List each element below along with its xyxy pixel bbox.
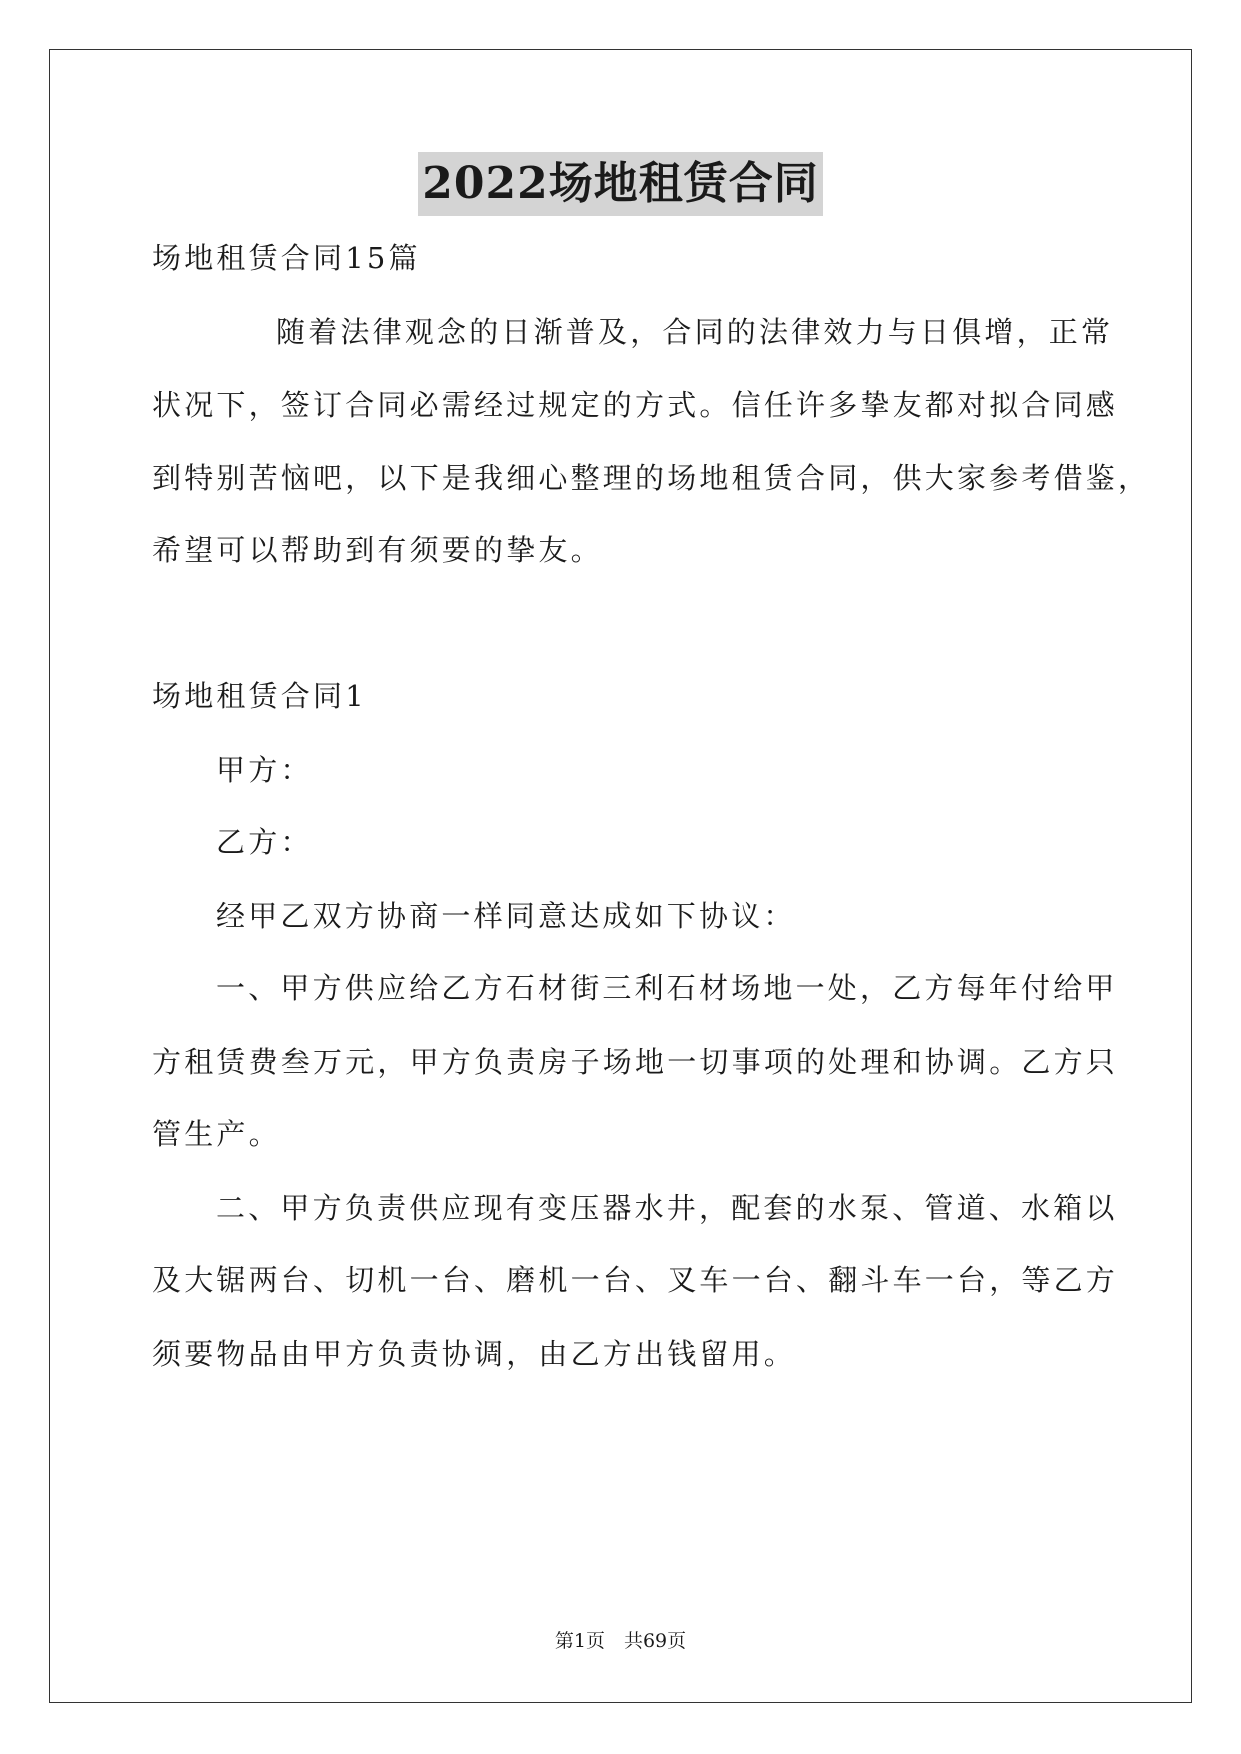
clause-2-line-2: 及大锯两台、切机一台、磨机一台、叉车一台、翻斗车一台，等乙方 <box>152 1263 1119 1297</box>
intro-line-2: 状况下，签订合同必需经过规定的方式。信任许多挚友都对拟合同感 <box>152 388 1119 422</box>
clause-1-line-2: 方租赁费叁万元，甲方负责房子场地一切事项的处理和协调。乙方只 <box>152 1045 1119 1079</box>
party-b-label: 乙方： <box>216 825 313 859</box>
section-heading: 场地租赁合同1 <box>152 679 367 713</box>
page-border <box>49 49 1192 1703</box>
title-container <box>0 152 1241 216</box>
intro-line-4: 希望可以帮助到有须要的挚友。 <box>152 533 603 567</box>
clause-2-line-1: 二、甲方负责供应现有变压器水井，配套的水泵、管道、水箱以 <box>216 1191 1118 1225</box>
page-number: 第1页 共69页 <box>554 1630 687 1652</box>
party-a-label: 甲方： <box>216 753 313 787</box>
clause-2-line-3: 须要物品由甲方负责协调，由乙方出钱留用。 <box>152 1337 797 1371</box>
page-footer <box>0 1628 1241 1654</box>
document-subtitle: 场地租赁合同15篇 <box>152 241 421 275</box>
intro-line-1: 随着法律观念的日渐普及，合同的法律效力与日俱增，正常 <box>276 315 1114 349</box>
clause-1-line-1: 一、甲方供应给乙方石材街三利石材场地一处，乙方每年付给甲 <box>216 971 1118 1005</box>
intro-line-3: 到特别苦恼吧，以下是我细心整理的场地租赁合同，供大家参考借鉴， <box>152 461 1151 495</box>
agreement-lead: 经甲乙双方协商一样同意达成如下协议： <box>216 899 796 933</box>
clause-1-line-3: 管生产。 <box>152 1117 281 1151</box>
document-title: 2022场地租赁合同 <box>418 152 822 216</box>
